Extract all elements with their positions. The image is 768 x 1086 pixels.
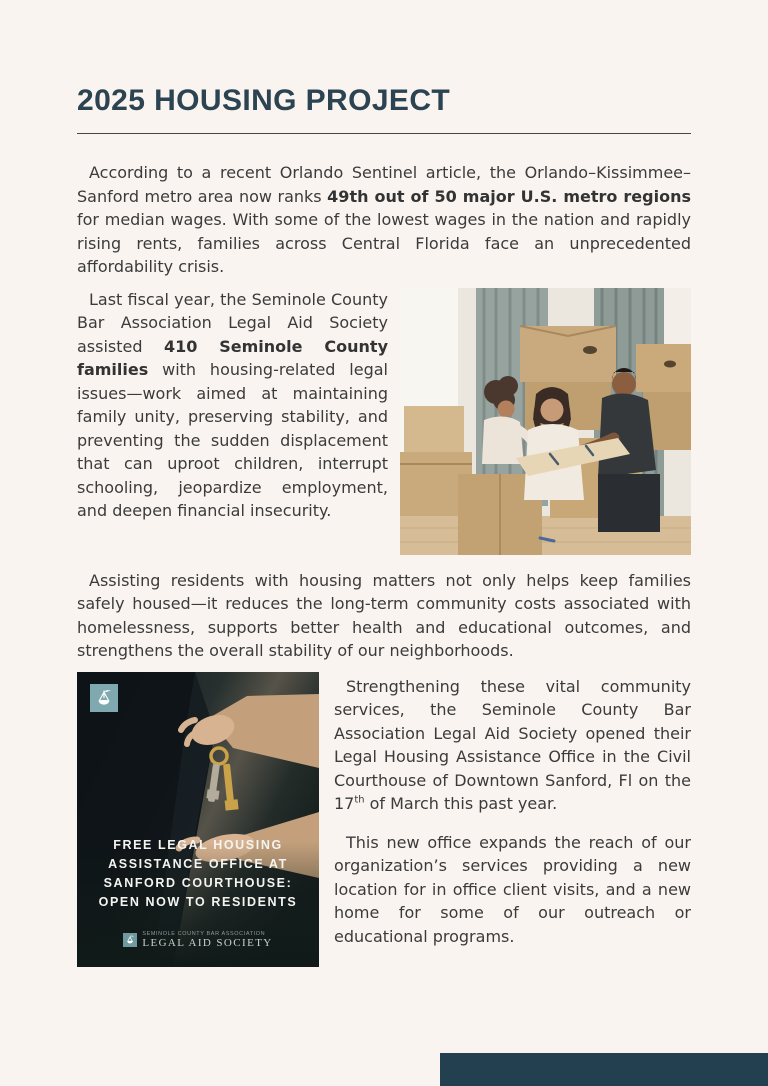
family-moving-photo (400, 288, 691, 555)
paragraph-bold-stat: 49th out of 50 major U.S. metro regions (327, 186, 691, 206)
page-title: 2025 HOUSING PROJECT (77, 84, 451, 117)
title-divider (77, 133, 691, 134)
lockup-text (142, 931, 272, 949)
legal-aid-flyer (77, 672, 319, 967)
column-text (77, 288, 388, 555)
paragraph-text: Last fiscal year, the Seminole County Bar Association Legal Aid Society assisted (77, 289, 388, 356)
scales-icon (94, 688, 114, 708)
column-text (334, 672, 691, 967)
flyer-headline-line: OPEN NOW TO RESIDENTS (98, 894, 298, 909)
paragraph-community-benefits: Assisting residents with housing matters not only helps keep families safely housed—it reduces the long-term community costs associated with homelessness, supports better health and educational outcomes, and strengthens the overall stability of our neighborhoods. (77, 570, 691, 660)
scales-of-justice-logo (90, 684, 118, 712)
keys-handoff-illustration (77, 672, 319, 967)
org-name-small: SEMINOLE COUNTY BAR ASSOCIATION (142, 930, 266, 937)
paragraph-text: of March this past year. (364, 794, 558, 813)
paragraph-metro-wages (77, 161, 691, 279)
footer-accent-bar (440, 1053, 768, 1086)
paragraph-text: for median wages. With some of the lowest wages in the nation and rapidly rising rents, families across Central Florida face an unprecedented affordability crisis. (77, 210, 691, 276)
family-moving-illustration (400, 288, 691, 555)
scales-mini-icon (123, 933, 137, 947)
flyer-headline (77, 836, 319, 912)
flyer-headline-line: ASSISTANCE OFFICE AT (108, 856, 288, 871)
paragraph-office-opening (334, 675, 691, 816)
paragraph-legal-aid-stats (77, 288, 388, 523)
section-families-photo (77, 288, 691, 555)
paragraph-text: Strengthening these vital community services, the Seminole County Bar Association Legal Aid Society opened their Legal Housing Assistance Office in the Civil Courthouse of Downtown Sanford, Fl on the 17 (334, 676, 691, 813)
paragraph-bold-families: 410 Seminole County families (77, 336, 388, 379)
ordinal-superscript: th (354, 794, 365, 806)
paragraph-text: According to a recent Orlando Sentinel article, the Orlando–Kissimmee–Sanford metro area now ranks (77, 163, 691, 206)
flyer-headline-line: FREE LEGAL HOUSING (113, 837, 283, 852)
flyer-headline-line: SANFORD COURTHOUSE: (103, 875, 293, 890)
section-flyer-office (77, 672, 691, 967)
paragraph-office-expansion: This new office expands the reach of our organization’s services providing a new location for in office client visits, and a new home for some of our outreach or educational programs. (334, 832, 691, 946)
paragraph-text: with housing-related legal issues—work aimed at maintaining family unity, preserving stability, and preventing the sudden displacement that can uproot children, interrupt schooling, jeopardize employment, and deepen financial insecurity. (77, 360, 388, 520)
legal-aid-society-lockup (77, 931, 319, 949)
org-name-large: LEGAL AID SOCIETY (142, 936, 273, 949)
